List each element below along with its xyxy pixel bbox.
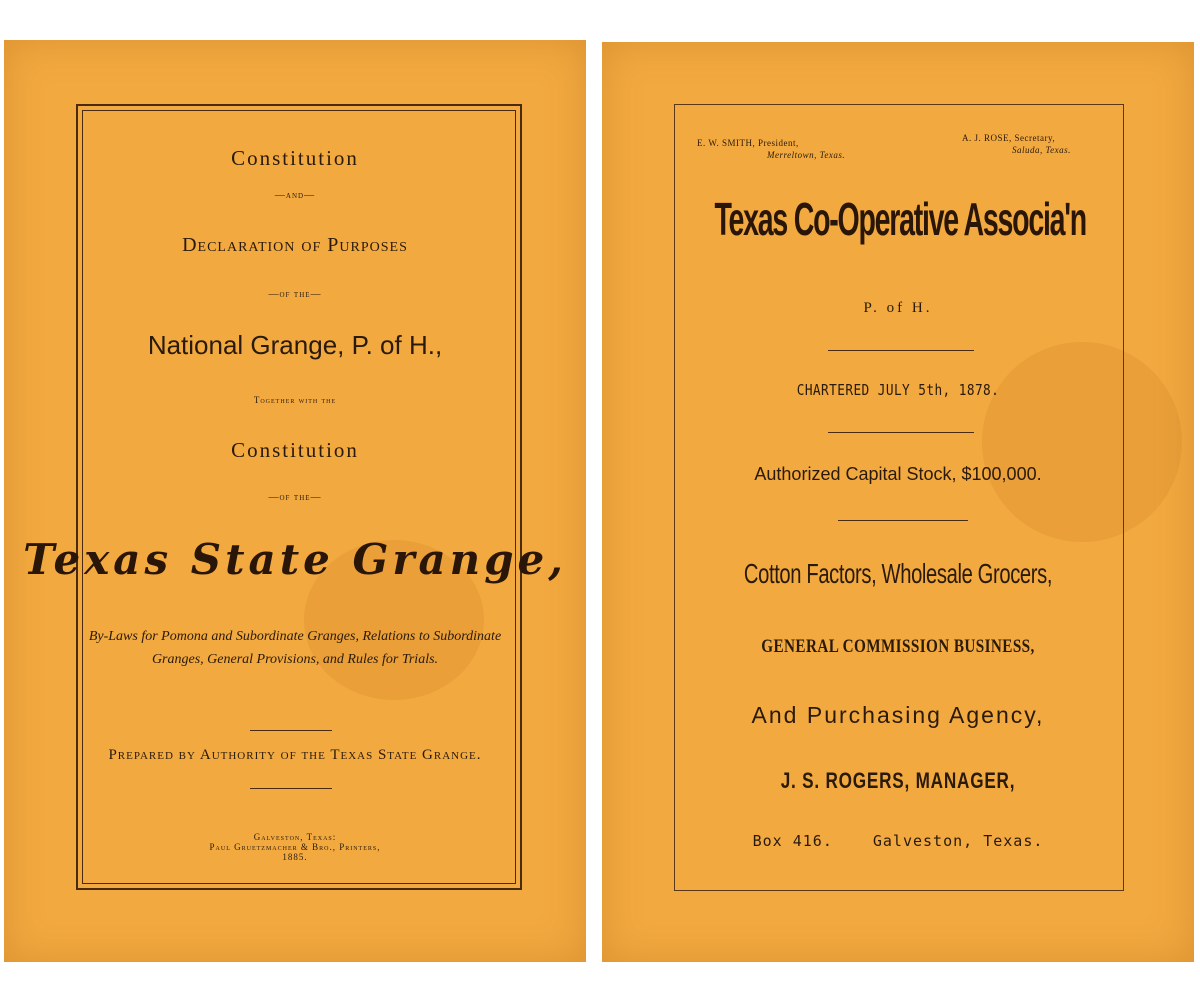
chartered-date: CHARTERED JULY 5th, 1878. (796, 381, 1000, 399)
printer-imprint (4, 832, 586, 862)
declaration-heading: Declaration of Purposes (182, 234, 408, 256)
president-place: Merreltown, Texas. (767, 150, 846, 160)
divider-rule (250, 788, 332, 789)
business-line-2: GENERAL COMMISSION BUSINESS, (761, 636, 1035, 657)
manager-line: J. S. ROGERS, MANAGER, (780, 768, 1016, 793)
imprint-year: 1885. (282, 852, 308, 862)
business-line-1: Cotton Factors, Wholesale Grocers, (743, 558, 1053, 589)
together-connector: Together with the (253, 395, 337, 405)
secretary-place: Saluda, Texas. (1012, 145, 1071, 155)
capital-stock: Authorized Capital Stock, $100,000. (754, 464, 1042, 484)
president-name: E. W. SMITH, President, (697, 138, 799, 148)
divider-rule (838, 520, 968, 521)
of-the-connector: —of the— (268, 289, 322, 300)
divider-rule (828, 350, 974, 351)
and-connector: —and— (274, 190, 316, 201)
secretary-name: A. J. ROSE, Secretary, (962, 133, 1056, 143)
national-grange-heading: National Grange, P. of H., (147, 330, 443, 360)
box-number: Box 416. (752, 832, 833, 850)
association-subtitle: P. of H. (863, 300, 933, 316)
prepared-by-line: Prepared by Authority of the Texas State Grange. (108, 747, 482, 763)
left-pamphlet-cover (4, 40, 586, 962)
imprint-printer: Paul Gruetzmacher & Bro., Printers, (209, 842, 381, 852)
imprint-city: Galveston, Texas: (253, 832, 337, 842)
right-pamphlet-cover (602, 42, 1194, 962)
address-line (602, 832, 1194, 850)
constitution-heading-2: Constitution (231, 438, 359, 462)
divider-rule (828, 432, 974, 433)
bylaws-description: By-Laws for Pomona and Subordinate Granges, Relations to Subordinate Granges, General Provisions, and Rules for Trials. (88, 629, 502, 667)
divider-rule (250, 730, 332, 731)
president-credit (697, 137, 845, 161)
secretary-credit (962, 132, 1071, 156)
association-title: Texas Co-Operative Associa'n (714, 193, 1086, 245)
constitution-heading: Constitution (231, 146, 359, 170)
address-city: Galveston, Texas. (872, 832, 1044, 850)
texas-state-grange-heading: Texas State Grange, (23, 535, 567, 584)
business-line-3: And Purchasing Agency, (751, 702, 1045, 728)
of-the-connector-2: —of the— (268, 492, 322, 503)
